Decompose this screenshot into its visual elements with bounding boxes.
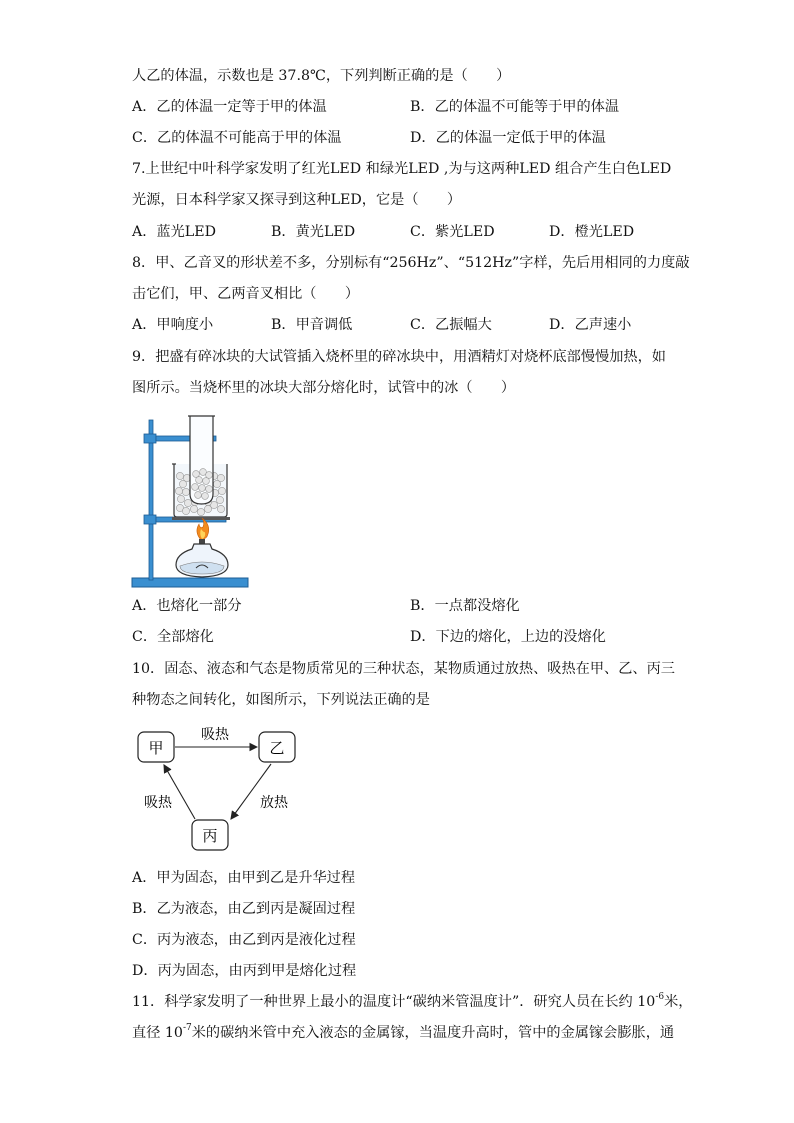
q11-stem-line1 — [132, 992, 692, 1012]
node-yi-label: 乙 — [269, 739, 285, 757]
q11-line2-exponent: -7 — [182, 1023, 192, 1034]
q9-option-a[interactable]: A．也熔化一部分 — [132, 598, 242, 614]
q10-option-c[interactable]: C．丙为液态，由乙到丙是液化过程 — [132, 932, 356, 948]
q6-option-a[interactable]: A．乙的体温一定等于甲的体温 — [132, 99, 327, 115]
q10-stem-line1: 10．固态、液态和气态是物质常见的三种状态，某物质通过放热、吸热在甲、乙、丙三 — [132, 661, 675, 677]
q9-option-d[interactable]: D．下边的熔化，上边的没熔化 — [410, 629, 606, 645]
q11-stem-line2 — [132, 1023, 674, 1043]
q7-stem-line1: 7.上世纪中叶科学家发明了红光LED 和绿光LED ,为与这两种LED 组合产生白色LED — [132, 161, 672, 177]
ice-heating-apparatus-figure — [128, 408, 252, 590]
q6-option-d[interactable]: D．乙的体温一定低于甲的体温 — [410, 130, 606, 146]
lamp-wick — [199, 539, 205, 544]
lower-clamp-block — [144, 515, 156, 524]
node-jia-label: 甲 — [148, 739, 164, 757]
q8-stem-line1: 8．甲、乙音叉的形状差不多，分别标有“256Hz”、“512Hz”字样，先后用相同的力度敲 — [132, 255, 690, 271]
q9-option-b[interactable]: B．一点都没熔化 — [410, 598, 520, 614]
q7-option-d[interactable]: D．橙光LED — [549, 224, 635, 240]
state-change-diagram — [128, 716, 308, 856]
q11-line1-text: 11．科学家发明了一种世界上最小的温度计“碳纳米管温度计”．研究人员在长约 10 — [132, 994, 656, 1010]
q9-option-c[interactable]: C．全部熔化 — [132, 629, 214, 645]
q10-option-b[interactable]: B．乙为液态，由乙到丙是凝固过程 — [132, 901, 356, 917]
q10-option-a[interactable]: A．甲为固态，由甲到乙是升华过程 — [132, 870, 356, 886]
q8-option-c[interactable]: C．乙振幅大 — [410, 317, 492, 333]
wire-gauze — [172, 517, 230, 520]
q8-stem-line2: 击它们，甲、乙两音叉相比（ ） — [132, 286, 360, 302]
q8-option-a[interactable]: A．甲响度小 — [132, 317, 214, 333]
q7-option-a[interactable]: A．蓝光LED — [132, 224, 216, 240]
q10-option-d[interactable]: D．丙为固态，由丙到甲是熔化过程 — [132, 963, 357, 979]
stand-rod — [149, 420, 153, 580]
q7-option-b[interactable]: B．黄光LED — [271, 224, 356, 240]
q6-option-c[interactable]: C．乙的体温不可能高于甲的体温 — [132, 130, 342, 146]
q10-stem-line2: 种物态之间转化，如图所示，下列说法正确的是 — [132, 692, 430, 708]
edge-label-bing-jia: 吸热 — [144, 795, 172, 811]
q9-stem-line1: 9．把盛有碎冰块的大试管插入烧杯里的碎冰块中，用酒精灯对烧杯底部慢慢加热，如 — [132, 349, 666, 365]
q11-line2-text: 直径 10 — [132, 1025, 183, 1041]
q8-option-b[interactable]: B．甲音调低 — [271, 317, 353, 333]
q11-line1-exponent: -6 — [655, 992, 665, 1003]
upper-clamp-block — [144, 434, 156, 443]
q6-option-b[interactable]: B．乙的体温不可能等于甲的体温 — [410, 99, 620, 115]
q6-stem: 人乙的体温，示数也是 37.8℃，下列判断正确的是（ ） — [132, 68, 511, 84]
q9-stem-line2: 图所示。当烧杯里的冰块大部分熔化时，试管中的冰（ ） — [132, 380, 516, 396]
node-bing-label: 丙 — [202, 827, 218, 845]
q7-stem-line2: 光源，日本科学家又探寻到这种LED，它是（ ） — [132, 192, 462, 208]
q11-line1-tail: 米， — [664, 994, 693, 1010]
q11-line2-tail: 米的碳纳米管中充入液态的金属镓，当温度升高时，管中的金属镓会膨胀，通 — [191, 1025, 675, 1041]
q7-option-c[interactable]: C．紫光LED — [410, 224, 495, 240]
edge-label-yi-bing: 放热 — [260, 795, 288, 811]
edge-label-jia-yi: 吸热 — [201, 727, 229, 743]
q8-option-d[interactable]: D．乙声速小 — [549, 317, 632, 333]
